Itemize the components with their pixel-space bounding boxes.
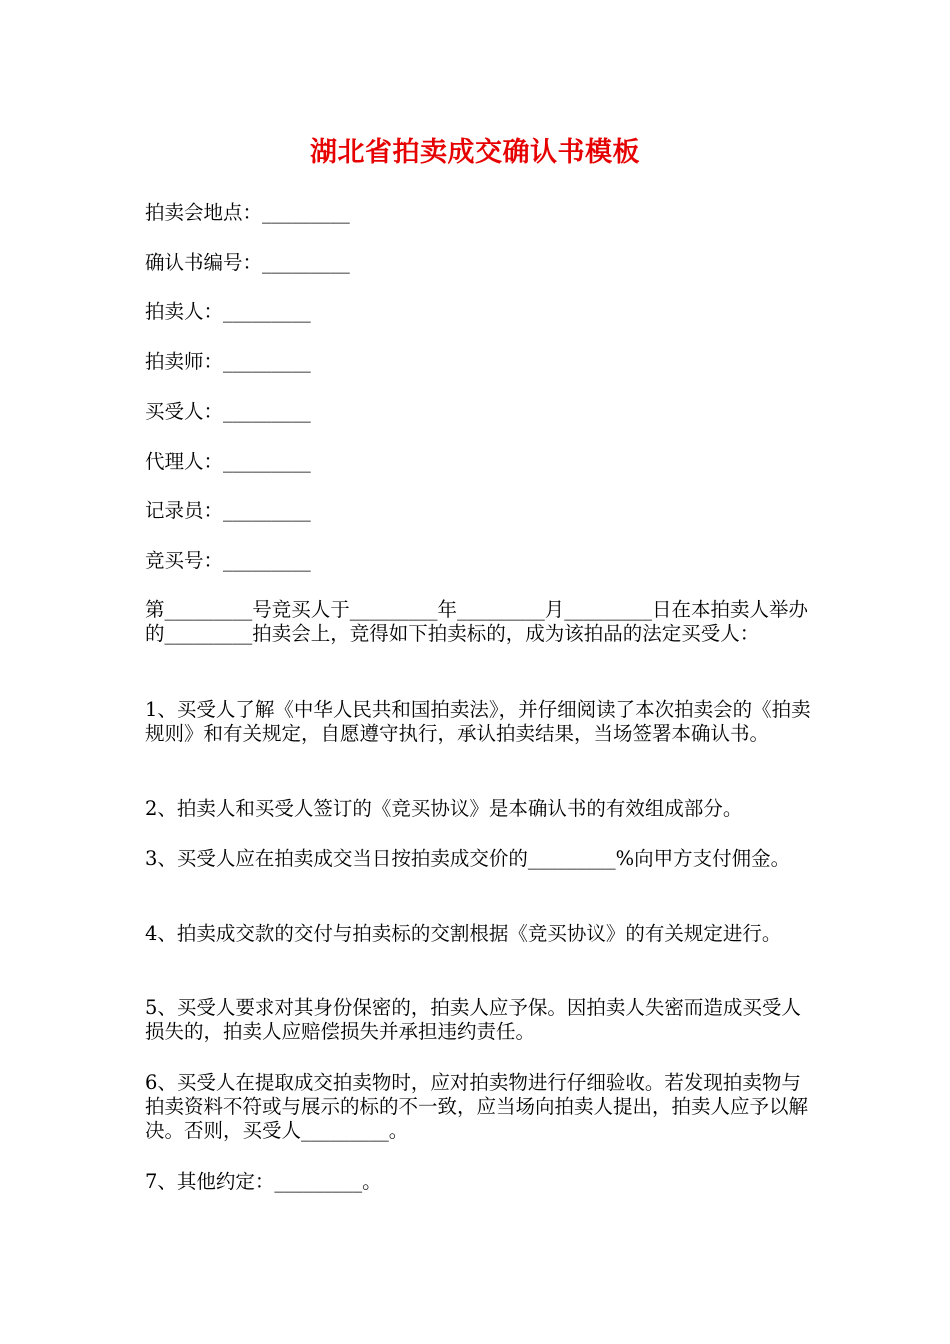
field-confirmation-number: 确认书编号：_________ — [145, 251, 350, 274]
field-recorder: 记录员：_________ — [145, 499, 311, 522]
field-agent: 代理人：_________ — [145, 450, 311, 473]
paragraph-clause-6: 6、买受人在提取成交拍卖物时，应对拍卖物进行仔细验收。若发现拍卖物与拍卖资料不符或与展示的标的不一致，应当场向拍卖人提出，拍卖人应予以解决。否则，买受人_________。 — [145, 1071, 809, 1142]
paragraph-intro: 第_________号竞买人于_________年_________月_________日在本拍卖人举办的_________拍卖会上，竞得如下拍卖标的，成为该拍品的法定买受人： — [145, 598, 809, 645]
paragraph-clause-4: 4、拍卖成交款的交付与拍卖标的交割根据《竞买协议》的有关规定进行。 — [145, 922, 782, 945]
paragraph-clause-1: 1、买受人了解《中华人民共和国拍卖法》，并仔细阅读了本次拍卖会的《拍卖规则》和有关规定，自愿遵守执行，承认拍卖结果，当场签署本确认书。 — [145, 698, 811, 745]
field-auctioneer: 拍卖师：_________ — [145, 350, 311, 373]
paragraph-clause-2: 2、拍卖人和买受人签订的《竞买协议》是本确认书的有效组成部分。 — [145, 797, 743, 820]
field-buyer: 买受人：_________ — [145, 400, 311, 423]
paragraph-clause-5: 5、买受人要求对其身份保密的，拍卖人应予保。因拍卖人失密而造成买受人损失的，拍卖人应赔偿损失并承担违约责任。 — [145, 996, 801, 1043]
paragraph-clause-7: 7、其他约定：_________。 — [145, 1170, 382, 1193]
field-bid-number: 竞买号：_________ — [145, 549, 311, 572]
field-auctioneer-company: 拍卖人：_________ — [145, 300, 311, 323]
document-title: 湖北省拍卖成交确认书模板 — [310, 137, 640, 168]
field-auction-venue: 拍卖会地点：_________ — [145, 201, 350, 224]
paragraph-clause-3: 3、买受人应在拍卖成交当日按拍卖成交价的_________%向甲方支付佣金。 — [145, 847, 791, 870]
